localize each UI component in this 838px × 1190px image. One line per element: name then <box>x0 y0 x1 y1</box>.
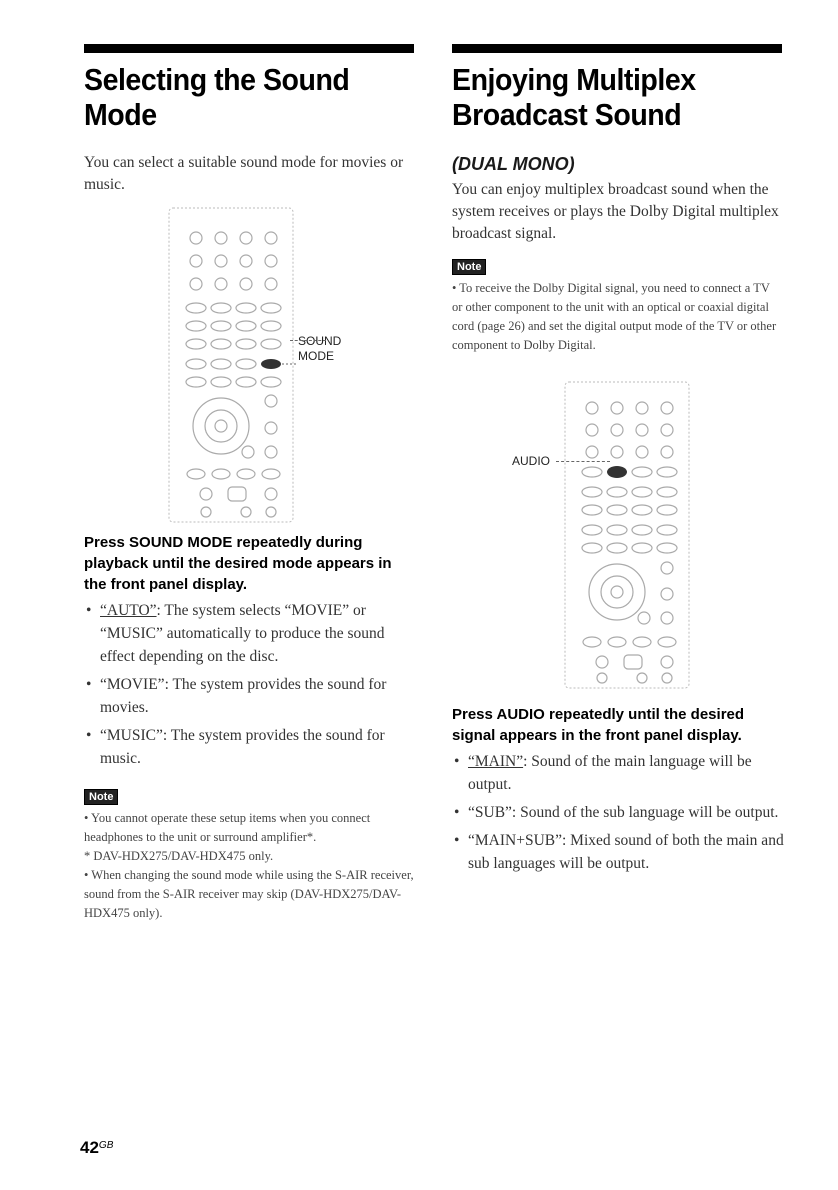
right-instructions <box>452 704 784 880</box>
option-text: : Sound of the sub language will be output. <box>511 804 779 821</box>
page-number-value: 42 <box>80 1138 99 1157</box>
option-key: “MUSIC” <box>100 727 163 744</box>
note-item: * DAV-HDX275/DAV-HDX475 only. <box>84 849 274 863</box>
bullet: • <box>454 753 460 770</box>
option-key: “SUB” <box>468 804 512 821</box>
instruction-sound-mode: Press SOUND MODE repeatedly during playback until the desired mode appears in the front panel display. <box>84 534 392 593</box>
note-item: • When changing the sound mode while using the S-AIR receiver, sound from the S-AIR receiver may skip (DAV-HDX275/DAV-HDX475 only). <box>84 868 414 920</box>
intro-text: You can select a suitable sound mode for movies or music. <box>84 154 404 193</box>
section-title-multiplex <box>452 62 756 132</box>
list-item <box>452 829 784 875</box>
section-rule <box>84 44 414 53</box>
bullet: • <box>454 804 460 821</box>
title-line: Enjoying Multiplex <box>452 62 696 97</box>
sound-mode-callout <box>298 334 341 364</box>
sound-mode-button-highlight <box>261 359 281 369</box>
list-item <box>84 599 416 668</box>
section-rule <box>452 44 782 53</box>
title-line: Selecting the Sound <box>84 62 350 97</box>
callout-leader-line <box>290 340 326 341</box>
list-item <box>452 750 784 796</box>
option-text: : Sound of the main language will be output. <box>468 753 752 793</box>
option-text: : The system provides the sound for music. <box>100 727 385 767</box>
bullet: • <box>86 676 92 693</box>
callout-leader-line <box>556 461 610 462</box>
list-item <box>84 724 416 770</box>
section-subtitle: (DUAL MONO) <box>452 154 575 174</box>
note-badge: Note <box>84 789 118 805</box>
note-badge: Note <box>452 259 486 275</box>
option-text: : The system provides the sound for movies. <box>100 676 387 716</box>
section-title-sound-mode <box>84 62 388 132</box>
audio-button-highlight <box>607 466 627 478</box>
callout-line: SOUND <box>298 334 342 348</box>
audio-options <box>452 750 784 875</box>
option-text: : Mixed sound of both the main and sub languages will be output. <box>468 832 784 872</box>
page-number-suffix: GB <box>98 1140 114 1151</box>
note-item: • You cannot operate these setup items when you connect headphones to the unit or surround amplifier*. <box>84 811 371 844</box>
page-number <box>80 1138 113 1158</box>
bullet: • <box>86 727 92 744</box>
title-line: Broadcast Sound <box>452 97 682 132</box>
remote-control-icon <box>562 380 692 690</box>
remote-illustration-left <box>166 206 296 524</box>
bullet: • <box>454 832 460 849</box>
intro-text: You can enjoy multiplex broadcast sound when the system receives or plays the Dolby Digital multiplex broadcast signal. <box>452 181 779 242</box>
sound-mode-options <box>84 599 416 770</box>
callout-line: MODE <box>298 349 334 363</box>
right-column <box>452 44 782 355</box>
left-instructions <box>84 532 416 923</box>
list-item <box>452 801 784 824</box>
option-key: “MOVIE” <box>100 676 165 693</box>
list-item <box>84 673 416 719</box>
title-line: Mode <box>84 97 157 132</box>
option-text: : The system selects “MOVIE” or “MUSIC” automatically to produce the sound effect depending on the disc. <box>100 602 385 665</box>
audio-callout <box>512 454 550 469</box>
option-key: “MAIN” <box>468 753 524 770</box>
bullet: • <box>86 602 92 619</box>
option-key: “AUTO” <box>100 602 157 619</box>
remote-illustration-right <box>562 380 692 690</box>
instruction-audio: Press AUDIO repeatedly until the desired signal appears in the front panel display. <box>452 706 745 744</box>
left-column <box>84 44 414 196</box>
callout-line: AUDIO <box>512 454 551 468</box>
remote-control-icon <box>166 206 296 524</box>
option-key: “MAIN+SUB” <box>468 832 562 849</box>
note-item: • To receive the Dolby Digital signal, you need to connect a TV or other component to the unit with an optical or coaxial digital cord (page 26) and set the digital output mode of the TV or other component to Dolby Digital. <box>452 281 777 352</box>
